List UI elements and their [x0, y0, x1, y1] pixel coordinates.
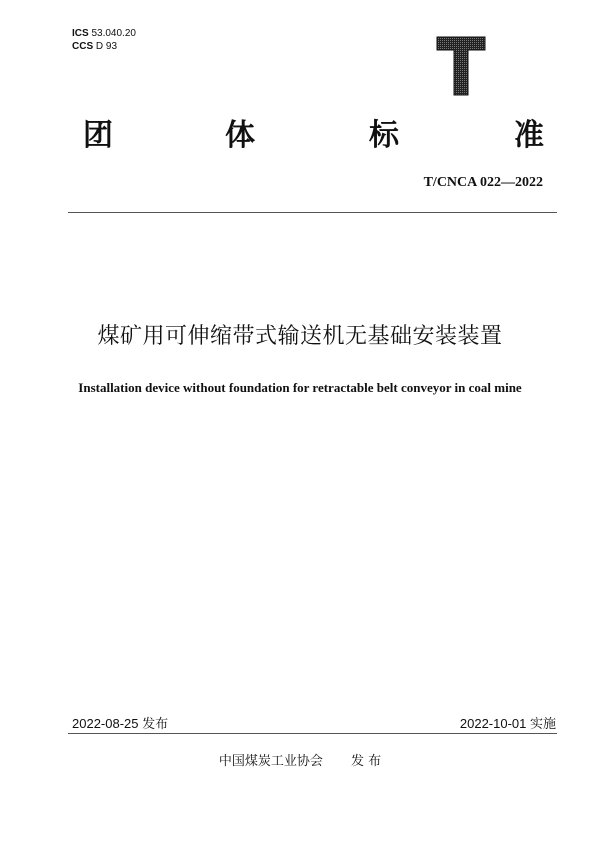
publisher-name: 中国煤炭工业协会 [218, 754, 323, 769]
ccs-code [72, 40, 136, 53]
standard-kind-char: 体 [225, 118, 255, 153]
standard-kind-char: 团 [83, 118, 113, 153]
date-row [72, 713, 556, 731]
header-divider [68, 212, 557, 213]
ics-code [72, 27, 136, 40]
document-title-chinese: 煤矿用可伸缩带式输送机无基础安装装置 [97, 324, 503, 349]
document-title-english: Installation device without foundation for retractable belt conveyor in coal mine [78, 380, 522, 395]
standard-kind-heading [0, 116, 600, 160]
publisher-line [0, 750, 600, 769]
standard-t-logo [436, 36, 486, 96]
classification-codes [72, 27, 136, 53]
ccs-label: CCS [72, 41, 94, 52]
implementation-date: 2022-10-01 实施 [459, 716, 556, 731]
footer-divider [68, 733, 557, 734]
standard-number: T/CNCA 022—2022 [423, 175, 543, 190]
ics-label: ICS [72, 28, 89, 39]
publish-action: 发 布 [350, 754, 382, 769]
ccs-value: D 93 [95, 41, 118, 52]
release-date: 2022-08-25 发布 [72, 716, 169, 731]
standard-kind-char: 标 [369, 118, 399, 153]
ics-value: 53.040.20 [91, 28, 136, 39]
standard-kind-char: 准 [514, 118, 544, 153]
